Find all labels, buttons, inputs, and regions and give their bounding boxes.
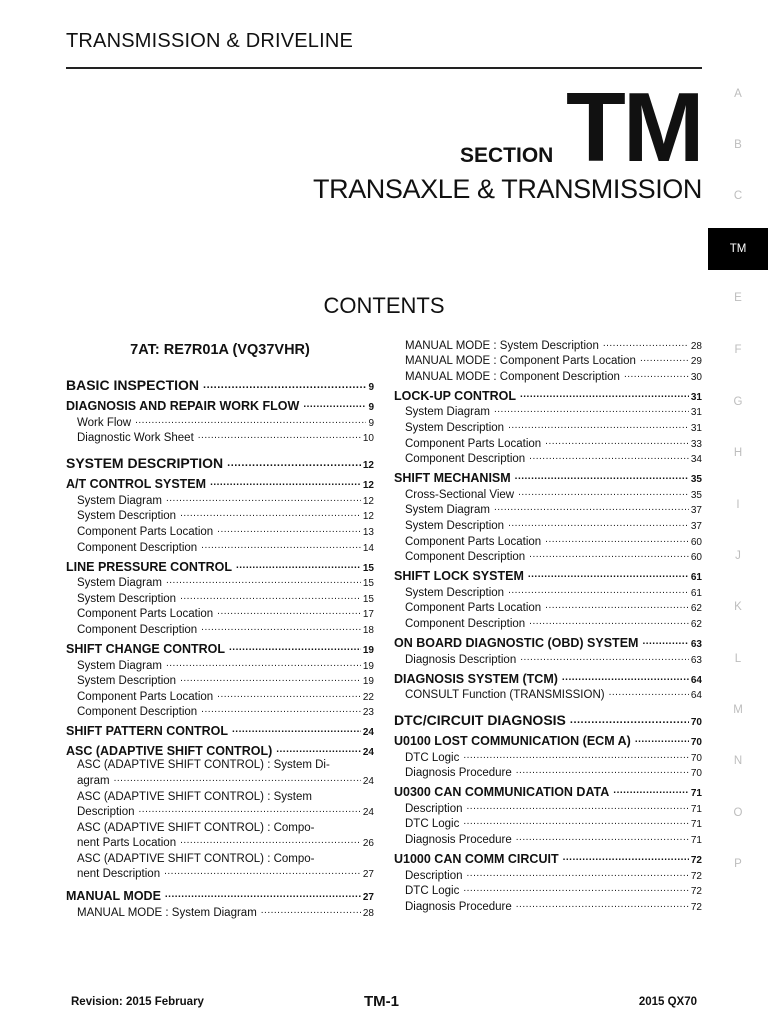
- dot-leader: [640, 353, 689, 364]
- dot-leader: [232, 724, 361, 735]
- toc-entry-label: U1000 CAN COMM CIRCUIT: [394, 852, 559, 867]
- dot-leader: [166, 658, 361, 669]
- toc-entry[interactable]: [66, 589, 374, 605]
- toc-entry-page: 15: [362, 578, 374, 590]
- toc-entry-label: LINE PRESSURE CONTROL: [66, 559, 232, 574]
- dot-leader: [508, 420, 689, 431]
- toc-entry[interactable]: [66, 444, 374, 471]
- toc-entry-page: 28: [362, 907, 374, 919]
- dot-leader: [217, 689, 361, 700]
- toc-entry-label: Description: [77, 806, 135, 819]
- dot-leader: [463, 816, 689, 827]
- toc-entry[interactable]: [394, 434, 702, 450]
- toc-entry-label: MANUAL MODE: [66, 889, 161, 904]
- toc-entry[interactable]: [394, 516, 702, 532]
- toc-entry[interactable]: [66, 636, 374, 656]
- toc-entry[interactable]: [66, 620, 374, 636]
- side-tab-n[interactable]: N: [733, 755, 743, 767]
- toc-entry[interactable]: [66, 366, 374, 393]
- toc-entry-page: 71: [690, 819, 702, 831]
- dot-leader: [516, 765, 689, 776]
- toc-entry[interactable]: [394, 650, 702, 666]
- dot-leader: [276, 744, 361, 755]
- toc-entry-label: Component Parts Location: [405, 437, 542, 450]
- toc-entry-label: Diagnosis Description: [405, 653, 517, 666]
- toc-entry[interactable]: [66, 574, 374, 590]
- dot-leader: [203, 379, 366, 391]
- toc-entry-label: nent Parts Location: [77, 837, 177, 850]
- toc-entry-label: Component Parts Location: [77, 690, 214, 703]
- dot-leader: [217, 524, 361, 535]
- side-tab-o[interactable]: O: [733, 807, 743, 819]
- toc-entry-label: DTC/CIRCUIT DIAGNOSIS: [394, 712, 566, 729]
- toc-entry[interactable]: [66, 471, 374, 491]
- toc-entry[interactable]: [394, 352, 702, 368]
- dot-leader: [229, 642, 361, 653]
- toc-entry-label: System Description: [405, 586, 505, 599]
- toc-entry[interactable]: [394, 799, 702, 815]
- toc-entry-label: Component Parts Location: [405, 535, 542, 548]
- toc-entry[interactable]: [394, 728, 702, 748]
- section-code: TM: [566, 72, 702, 182]
- toc-entry-label: DIAGNOSIS AND REPAIR WORK FLOW: [66, 399, 300, 413]
- dot-leader: [261, 905, 361, 916]
- toc-entry-label: nent Description: [77, 868, 161, 881]
- toc-entry-label: System Diagram: [77, 659, 162, 672]
- dot-leader: [516, 832, 689, 843]
- dot-leader: [180, 508, 361, 519]
- toc-entry[interactable]: [66, 687, 374, 703]
- dot-leader: [518, 487, 689, 498]
- toc-entry-label-line: ASC (ADAPTIVE SHIFT CONTROL) : Compo-: [77, 821, 315, 834]
- toc-entry[interactable]: [66, 903, 374, 919]
- toc-entry-page: 12: [362, 480, 374, 492]
- toc-entry[interactable]: [394, 866, 702, 882]
- dot-leader: [463, 883, 689, 894]
- toc-entry[interactable]: [394, 701, 702, 728]
- side-tab-c[interactable]: C: [733, 190, 743, 202]
- dot-leader: [529, 549, 689, 560]
- toc-entry-label: MANUAL MODE : System Description: [405, 339, 599, 352]
- toc-entry[interactable]: [66, 491, 374, 507]
- toc-entry-page: 62: [690, 618, 702, 630]
- toc-entry-label: U0100 LOST COMMUNICATION (ECM A): [394, 734, 631, 749]
- toc-entry[interactable]: [66, 718, 374, 738]
- dot-leader: [545, 600, 689, 611]
- toc-entry-page: 9: [368, 417, 374, 429]
- toc-entry-label: System Description: [405, 519, 505, 532]
- toc-entry-label: System Description: [77, 510, 177, 523]
- toc-entry[interactable]: [66, 656, 374, 672]
- toc-entry-page: 18: [362, 624, 374, 636]
- dot-leader: [227, 457, 361, 469]
- toc-entry-page: 9: [368, 382, 374, 393]
- toc-entry-page: 9: [368, 402, 374, 413]
- toc-entry-page: 12: [362, 495, 374, 507]
- toc-entry[interactable]: [394, 882, 702, 898]
- toc-entry-label: Cross-Sectional View: [405, 488, 515, 501]
- toc-entry-label: Component Description: [405, 453, 526, 466]
- toc-entry[interactable]: [66, 507, 374, 523]
- toc-entry-label: SHIFT MECHANISM: [394, 471, 511, 486]
- dot-leader: [529, 616, 689, 627]
- toc-entry[interactable]: [394, 383, 702, 403]
- toc-entry-page: 19: [362, 660, 374, 672]
- dot-leader: [135, 415, 366, 426]
- toc-entry-page: 71: [690, 788, 702, 800]
- toc-entry-label: DTC Logic: [405, 818, 460, 831]
- toc-entry-page: 24: [362, 727, 374, 739]
- toc-entry-label: MANUAL MODE : System Diagram: [77, 906, 257, 919]
- toc-entry-page: 31: [690, 407, 702, 419]
- dot-leader: [528, 569, 689, 580]
- toc-entry-page: 19: [362, 676, 374, 688]
- toc-entry-label-line: ASC (ADAPTIVE SHIFT CONTROL) : Compo-: [77, 852, 315, 865]
- toc-entry-label: System Description: [77, 675, 177, 688]
- model-heading: 7AT: RE7R01A (VQ37VHR): [130, 342, 310, 358]
- dot-leader: [494, 404, 689, 415]
- toc-entry-label: Description: [405, 869, 463, 882]
- footer-page-id: TM-1: [364, 993, 399, 1010]
- dot-leader: [516, 899, 689, 910]
- toc-entry[interactable]: [394, 450, 702, 466]
- side-tab-e[interactable]: E: [734, 292, 742, 304]
- toc-entry[interactable]: [66, 883, 374, 903]
- toc-entry-label: ON BOARD DIAGNOSTIC (OBD) SYSTEM: [394, 635, 639, 650]
- toc-entry-page: 70: [690, 752, 702, 764]
- toc-entry[interactable]: [394, 485, 702, 501]
- side-tab-a[interactable]: A: [734, 88, 742, 100]
- toc-entry-page: 27: [362, 869, 374, 881]
- toc-entry[interactable]: [66, 605, 374, 621]
- toc-entry[interactable]: [66, 758, 374, 789]
- side-tab-m[interactable]: M: [733, 704, 743, 716]
- toc-entry-page: 17: [362, 609, 374, 621]
- dot-leader: [303, 399, 366, 410]
- dot-leader: [180, 591, 361, 602]
- toc-entry-label: MANUAL MODE : Component Parts Location: [405, 355, 636, 368]
- dot-leader: [165, 889, 361, 900]
- toc-entry-label: Diagnosis Procedure: [405, 767, 512, 780]
- toc-entry-label: A/T CONTROL SYSTEM: [66, 477, 207, 492]
- dot-leader: [198, 430, 361, 441]
- side-tab-b[interactable]: B: [734, 139, 742, 151]
- toc-entry-label: CONSULT Function (TRANSMISSION): [405, 689, 605, 702]
- toc-entry-page: 64: [690, 690, 702, 702]
- dot-leader: [166, 575, 361, 586]
- toc-entry-label: DTC Logic: [405, 751, 460, 764]
- toc-entry[interactable]: [66, 538, 374, 554]
- dot-leader: [520, 652, 689, 663]
- dot-leader: [463, 750, 689, 761]
- dot-leader: [563, 852, 689, 863]
- dot-leader: [217, 606, 361, 617]
- toc-entry-label: agram: [77, 774, 110, 787]
- footer-revision: Revision: 2015 February: [71, 996, 204, 1008]
- side-tab-i[interactable]: I: [736, 499, 740, 511]
- toc-entry[interactable]: [394, 532, 702, 548]
- dot-leader: [613, 785, 689, 796]
- toc-entry-page: 14: [362, 542, 374, 554]
- toc-entry-label: Component Description: [405, 551, 526, 564]
- side-tab-g[interactable]: G: [733, 396, 743, 408]
- dot-leader: [624, 369, 689, 380]
- toc-entry-label: Component Description: [77, 706, 198, 719]
- toc-entry-page: 70: [690, 717, 702, 729]
- dot-leader: [515, 471, 689, 482]
- toc-entry-label: U0300 CAN COMMUNICATION DATA: [394, 785, 610, 800]
- toc-entry-label: System Description: [77, 592, 177, 605]
- dot-leader: [562, 672, 689, 683]
- toc-entry[interactable]: [394, 779, 702, 799]
- toc-entry-page: 27: [362, 892, 374, 904]
- toc-entry-label: Diagnostic Work Sheet: [77, 432, 194, 445]
- toc-entry-label: SHIFT CHANGE CONTROL: [66, 641, 226, 656]
- toc-entry[interactable]: [394, 764, 702, 780]
- toc-entry-label-line: ASC (ADAPTIVE SHIFT CONTROL) : System Di-: [77, 759, 330, 772]
- toc-entry[interactable]: [394, 418, 702, 434]
- toc-entry-page: 71: [690, 803, 702, 815]
- toc-entry-page: 24: [362, 747, 374, 759]
- toc-entry-page: 29: [690, 356, 702, 368]
- toc-entry-label: Component Parts Location: [77, 608, 214, 621]
- toc-entry-page: 72: [690, 901, 702, 913]
- dot-leader: [467, 801, 689, 812]
- toc-entry-page: 12: [362, 511, 374, 523]
- dot-leader: [508, 518, 689, 529]
- toc-entry[interactable]: [394, 630, 702, 650]
- toc-entry-page: 13: [362, 526, 374, 538]
- toc-entry[interactable]: [394, 614, 702, 630]
- toc-entry-label: Work Flow: [77, 416, 132, 429]
- toc-entry[interactable]: [66, 429, 374, 445]
- toc-entry-page: 61: [690, 572, 702, 584]
- dot-leader: [545, 534, 689, 545]
- section-label: SECTION: [460, 144, 554, 167]
- toc-entry-label: DTC Logic: [405, 885, 460, 898]
- toc-entry-label: System Description: [405, 421, 505, 434]
- toc-entry-page: 63: [690, 638, 702, 650]
- toc-entry[interactable]: [394, 548, 702, 564]
- toc-entry-page: 61: [690, 587, 702, 599]
- toc-entry-page: 22: [362, 691, 374, 703]
- toc-entry-page: 30: [690, 371, 702, 383]
- toc-entry-page: 72: [690, 870, 702, 882]
- toc-entry-page: 60: [690, 536, 702, 548]
- toc-entry-page: 26: [362, 838, 374, 850]
- toc-entry[interactable]: [66, 738, 374, 758]
- toc-column-right: [394, 336, 702, 913]
- toc-entry-page: 64: [690, 674, 702, 686]
- toc-entry-label: ASC (ADAPTIVE SHIFT CONTROL): [66, 744, 273, 759]
- toc-entry-page: 23: [362, 707, 374, 719]
- toc-entry-label: Component Parts Location: [405, 602, 542, 615]
- toc-entry-page: 33: [690, 438, 702, 450]
- dot-leader: [180, 673, 361, 684]
- dot-leader: [603, 338, 689, 349]
- dot-leader: [609, 687, 689, 698]
- toc-entry-page: 34: [690, 454, 702, 466]
- side-tab-k[interactable]: K: [734, 601, 742, 613]
- dot-leader: [570, 714, 689, 726]
- toc-entry-page: 60: [690, 552, 702, 564]
- toc-entry-label: System Diagram: [405, 504, 490, 517]
- toc-entry[interactable]: [394, 563, 702, 583]
- toc-entry[interactable]: [394, 897, 702, 913]
- toc-entry-page: 72: [690, 855, 702, 867]
- toc-entry[interactable]: [394, 846, 702, 866]
- toc-entry[interactable]: [66, 393, 374, 413]
- side-tab-j[interactable]: J: [735, 550, 741, 562]
- side-tab-h[interactable]: H: [733, 447, 743, 459]
- toc-entry-page: 24: [362, 807, 374, 819]
- toc-entry-label: Description: [405, 802, 463, 815]
- toc-entry-label: Diagnosis Procedure: [405, 834, 512, 847]
- toc-entry-label: LOCK-UP CONTROL: [394, 388, 516, 403]
- dot-leader: [520, 389, 689, 400]
- toc-entry[interactable]: [394, 336, 702, 352]
- dot-leader: [201, 704, 361, 715]
- toc-entry[interactable]: [394, 501, 702, 517]
- dot-leader: [635, 734, 689, 745]
- toc-entry-page: 35: [690, 489, 702, 501]
- header-title: TRANSMISSION & DRIVELINE: [66, 30, 354, 52]
- toc-entry-label: DIAGNOSIS SYSTEM (TCM): [394, 671, 558, 686]
- toc-entry[interactable]: [66, 821, 374, 852]
- dot-leader: [467, 868, 689, 879]
- toc-entry[interactable]: [66, 522, 374, 538]
- contents-title: CONTENTS: [323, 293, 445, 318]
- toc-entry-page: 71: [690, 835, 702, 847]
- toc-entry-label: SHIFT LOCK SYSTEM: [394, 569, 524, 584]
- dot-leader: [139, 802, 361, 818]
- toc-entry-page: 24: [362, 775, 374, 787]
- toc-entry[interactable]: [394, 403, 702, 419]
- side-tab-l[interactable]: L: [734, 653, 742, 665]
- toc-entry-page: 70: [690, 768, 702, 780]
- toc-entry-page: 37: [690, 505, 702, 517]
- dot-leader: [210, 477, 361, 488]
- dot-leader: [642, 636, 688, 647]
- toc-entry[interactable]: [394, 666, 702, 686]
- dot-leader: [201, 540, 361, 551]
- toc-entry-label: BASIC INSPECTION: [66, 377, 200, 393]
- dot-leader: [114, 771, 361, 787]
- toc-entry[interactable]: [394, 748, 702, 764]
- toc-entry-label: Component Description: [405, 617, 526, 630]
- side-tab-tm[interactable]: TM: [708, 228, 768, 270]
- toc-entry[interactable]: [66, 672, 374, 688]
- toc-entry[interactable]: [66, 703, 374, 719]
- toc-entry[interactable]: [66, 852, 374, 883]
- toc-entry-page: 37: [690, 520, 702, 532]
- dot-leader: [545, 436, 689, 447]
- toc-entry-label: SYSTEM DESCRIPTION: [66, 455, 224, 472]
- toc-entry-page: 12: [362, 460, 374, 472]
- toc-entry-page: 19: [362, 644, 374, 656]
- toc-entry-page: 35: [690, 474, 702, 486]
- dot-leader: [494, 502, 689, 513]
- dot-leader: [236, 560, 361, 571]
- dot-leader: [180, 833, 361, 849]
- toc-entry-label: SHIFT PATTERN CONTROL: [66, 724, 229, 739]
- toc-entry-label: Component Description: [77, 623, 198, 636]
- toc-entry-page: 31: [690, 391, 702, 403]
- side-tab-f[interactable]: F: [734, 344, 742, 356]
- toc-entry-page: 10: [362, 433, 374, 445]
- toc-entry[interactable]: [394, 583, 702, 599]
- toc-entry-page: 62: [690, 603, 702, 615]
- dot-leader: [164, 864, 361, 880]
- side-tab-p[interactable]: P: [734, 858, 742, 870]
- toc-entry[interactable]: [394, 367, 702, 383]
- toc-entry[interactable]: [394, 465, 702, 485]
- toc-entry-label-line: ASC (ADAPTIVE SHIFT CONTROL) : System: [77, 790, 312, 803]
- toc-entry-label: Diagnosis Procedure: [405, 900, 512, 913]
- toc-entry-label: System Diagram: [77, 577, 162, 590]
- toc-entry-page: 70: [690, 737, 702, 749]
- toc-entry-label: MANUAL MODE : Component Description: [405, 370, 620, 383]
- toc-entry-label: Component Description: [77, 541, 198, 554]
- toc-entry[interactable]: [66, 554, 374, 574]
- toc-entry-label: Component Parts Location: [77, 525, 214, 538]
- dot-leader: [529, 451, 689, 462]
- section-name: TRANSAXLE & TRANSMISSION: [313, 174, 702, 204]
- dot-leader: [508, 585, 689, 596]
- toc-entry[interactable]: [394, 686, 702, 702]
- toc-entry[interactable]: [394, 815, 702, 831]
- toc-entry[interactable]: [394, 830, 702, 846]
- dot-leader: [201, 622, 361, 633]
- toc-entry-page: 72: [690, 886, 702, 898]
- toc-entry[interactable]: [66, 413, 374, 429]
- toc-entry-label: System Diagram: [77, 494, 162, 507]
- toc-entry-page: 31: [690, 422, 702, 434]
- toc-entry-page: 63: [690, 654, 702, 666]
- toc-entry-page: 28: [690, 340, 702, 352]
- toc-column-left: [66, 336, 374, 919]
- footer-model: 2015 QX70: [638, 996, 697, 1008]
- toc-entry-page: 15: [362, 593, 374, 605]
- header-rule: [66, 67, 702, 69]
- toc-entry[interactable]: [66, 790, 374, 821]
- dot-leader: [166, 493, 361, 504]
- toc-entry-label: System Diagram: [405, 406, 490, 419]
- toc-entry-page: 15: [362, 562, 374, 574]
- toc-entry[interactable]: [394, 599, 702, 615]
